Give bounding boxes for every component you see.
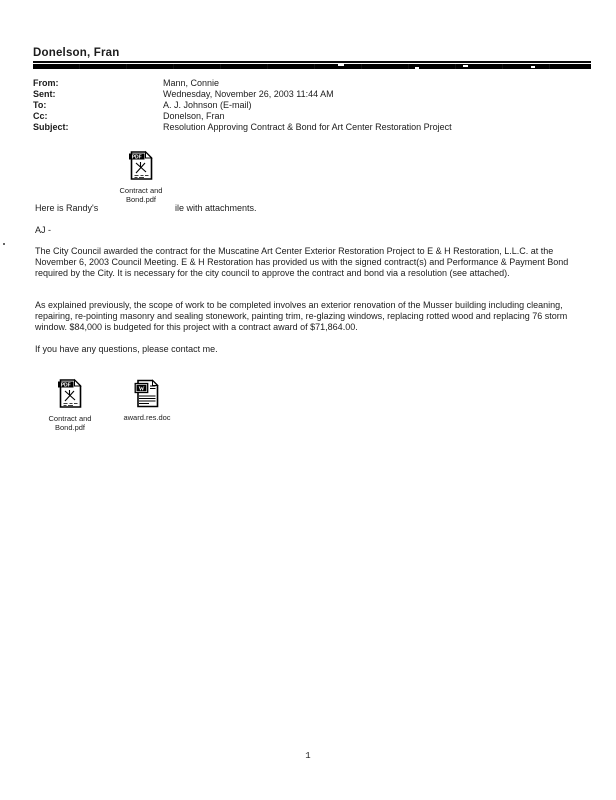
body-closing: If you have any questions, please contact me. xyxy=(35,344,218,354)
field-label: From: xyxy=(33,78,59,88)
field-label: Sent: xyxy=(33,89,56,99)
field-value: Wednesday, November 26, 2003 11:44 AM xyxy=(163,89,334,99)
attachment-caption-line: Contract and xyxy=(119,186,163,195)
header-field-from xyxy=(33,78,593,89)
field-value: Mann, Connie xyxy=(163,78,220,88)
intro-text-prefix: Here is Randy's xyxy=(35,203,99,213)
scan-artifact-dot xyxy=(3,243,5,245)
header-field-subject xyxy=(33,122,593,133)
body-paragraph-2: As explained previously, the scope of work to be completed involves an exterior renovation of the Musser building including cleaning, repairing, re-pointing masonry and sealing stonework, painting trim, re-glazing windows, replacing rotted wood and replacing 76 storm window. $84,000 is budgeted for this project with a contract award of $71,864.00. xyxy=(35,300,568,332)
field-label: Subject: xyxy=(33,122,69,132)
header-rule-thin xyxy=(33,61,591,63)
page-number: 1 xyxy=(305,751,311,761)
header-rule-thick xyxy=(33,64,591,69)
attachment-caption-line: Contract and xyxy=(48,414,92,423)
attachment-award-res-doc xyxy=(107,379,187,422)
attachment-contract-and-bond-pdf xyxy=(30,378,110,432)
attachment-caption-line: award.res.doc xyxy=(123,413,171,422)
field-value: Donelson, Fran xyxy=(163,111,225,121)
svg-text:W: W xyxy=(138,386,144,393)
body-paragraph-1: The City Council awarded the contract for the Muscatine Art Center Exterior Restoration Project to E & H Restoration, L.L.C. at the November 6, 2003 Council Meeting. E & H Restoration has provided us with the signed contract(s) and Performance & Payment Bond required by the City. It is necessary for the city council to approve the contract and bond via a resolution (see attached). xyxy=(35,246,569,278)
field-value: A. J. Johnson (E-mail) xyxy=(163,100,252,110)
pdf-file-icon xyxy=(128,154,155,185)
page-title: Donelson, Fran xyxy=(33,47,120,59)
word-file-icon xyxy=(134,386,161,412)
field-label: Cc: xyxy=(33,111,48,121)
header-field-cc xyxy=(33,111,593,122)
header-field-sent xyxy=(33,89,593,100)
svg-text:PDF: PDF xyxy=(60,382,71,389)
field-value: Resolution Approving Contract & Bond for Art Center Restoration Project xyxy=(163,122,452,132)
pdf-file-icon xyxy=(57,382,84,413)
svg-text:PDF: PDF xyxy=(131,154,142,161)
header-field-to xyxy=(33,100,593,111)
intro-text-suffix: ile with attachments. xyxy=(175,203,257,213)
inline-attachment-contract-and-bond-pdf xyxy=(113,150,169,204)
salutation: AJ - xyxy=(35,225,52,235)
attachment-caption-line: Bond.pdf xyxy=(125,195,157,204)
attachment-caption-line: Bond.pdf xyxy=(54,423,86,432)
field-label: To: xyxy=(33,100,47,110)
